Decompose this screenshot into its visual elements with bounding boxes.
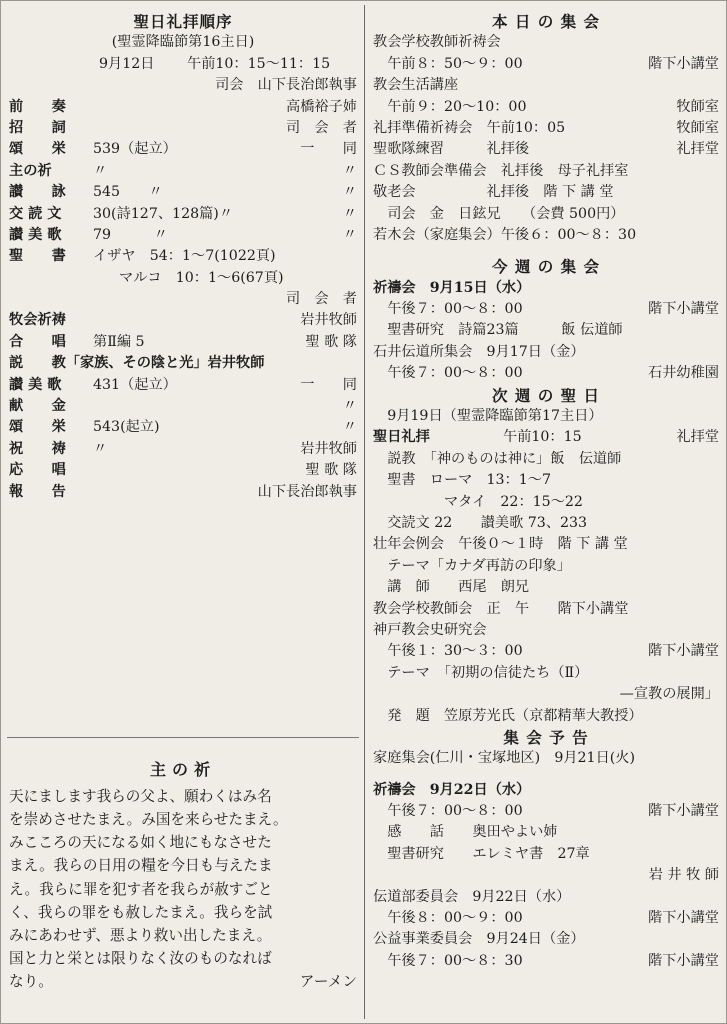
section-heading	[373, 727, 719, 748]
order-leader: 〃	[342, 419, 357, 436]
meeting-text: 午後７：00～８：00	[373, 301, 523, 318]
order-detail: 〃	[93, 440, 108, 457]
meeting-text: 教会学校教師会 正 午 階下小講堂	[373, 600, 629, 617]
meeting-text: テーマ「カナダ再訪の印象」	[373, 557, 571, 574]
order-row	[9, 161, 357, 182]
order-detail: 第Ⅱ編 5	[93, 333, 145, 350]
order-leader: 岩井牧師	[300, 312, 357, 329]
order-row	[9, 97, 357, 118]
order-row	[9, 268, 357, 289]
order-detail: 79 〃	[93, 226, 168, 243]
order-leader: 聖 歌 隊	[305, 462, 357, 479]
order-item: 合 唱	[9, 333, 66, 350]
order-row	[9, 289, 357, 310]
meeting-line	[373, 278, 719, 299]
prayer-line: みこころの天になる如く地にもなさせた	[9, 834, 272, 852]
meeting-text: 敬老会 礼拝後 階 下 講 堂	[373, 184, 614, 201]
meeting-text: 聖書 ローマ 13：1～7	[373, 472, 551, 489]
meeting-line	[373, 534, 719, 555]
meeting-place: 階下小講堂	[648, 952, 719, 969]
meeting-text: 教会学校教師祈祷会	[373, 34, 501, 51]
prayer-separator	[7, 737, 359, 738]
meeting-line	[373, 246, 719, 256]
meeting-line	[373, 182, 719, 203]
meeting-text: 感 話 奥田やよい姉	[373, 824, 558, 841]
meeting-line	[373, 118, 719, 139]
meeting-text: 午後７：00～８：30	[373, 952, 523, 969]
meeting-text: 祈禱会 9月15日（水）	[373, 279, 531, 296]
meeting-line	[373, 822, 719, 843]
prayer-last-line: なり。	[9, 973, 53, 991]
section-heading-text: 集 会 予 告	[503, 727, 589, 747]
meeting-place: 石井幼稚園	[648, 365, 719, 382]
order-leader: 〃	[342, 184, 357, 201]
lords-prayer	[9, 761, 357, 997]
meeting-place: 牧師室	[676, 98, 719, 115]
order-row	[9, 439, 357, 460]
meeting-place: 階下小講堂	[648, 301, 719, 318]
worship-title: 聖日礼拝順序	[133, 12, 233, 31]
worship-presider: 司会 山下長治郎執事	[215, 77, 357, 94]
order-leader: 聖 歌 隊	[305, 333, 357, 350]
column-divider	[364, 5, 365, 1019]
order-item: 聖 書	[9, 248, 66, 265]
order-row	[9, 225, 357, 246]
order-detail: 431（起立）	[93, 376, 177, 393]
meeting-text: 午後７：00～８：00	[373, 365, 523, 382]
order-item: 招 詞	[9, 119, 66, 136]
order-item: 牧会祈祷	[9, 312, 66, 329]
order-leader: 〃	[342, 162, 357, 179]
meeting-line	[373, 32, 719, 53]
prayer-amen: アーメン	[299, 973, 357, 991]
prayer-line: く、我らの罪をも赦したまえ。我らを試	[9, 903, 273, 921]
meeting-text: 司会 金 日鉉兄 （会費 500円）	[373, 205, 625, 222]
meeting-place: 階下小講堂	[648, 910, 719, 927]
order-row	[9, 246, 357, 267]
prayer-line: まえ。我らの日用の糧を今日も与えたま	[9, 857, 273, 875]
meeting-line	[373, 427, 719, 448]
meeting-line	[373, 801, 719, 822]
prayer-line: みにあわせず、悪より救い出したまえ。	[9, 927, 272, 944]
order-leader: 一 同	[300, 376, 357, 393]
meeting-line	[373, 706, 719, 727]
meeting-text: 祈禱会 9月22日（水）	[373, 781, 531, 798]
order-row	[9, 482, 357, 503]
order-leader: 〃	[342, 398, 357, 415]
order-leader: 〃	[342, 226, 357, 243]
meeting-line	[373, 556, 719, 577]
meeting-place: 礼拝堂	[676, 141, 719, 158]
order-item: 讃 美 歌	[9, 376, 62, 393]
order-item: 讃 詠	[9, 184, 66, 201]
order-detail: 543(起立)	[93, 419, 160, 436]
order-item: 前 奏	[9, 98, 66, 115]
meeting-line	[373, 865, 719, 886]
meeting-time: 午前10：15	[503, 429, 582, 446]
worship-subtitle: (聖霊降臨節第16主日)	[111, 34, 255, 51]
meeting-text: 交読文 22 讃美歌 73、233	[373, 514, 588, 531]
order-leader: 司 会 者	[286, 291, 357, 308]
meeting-line	[373, 204, 719, 225]
meeting-line	[373, 620, 719, 641]
meeting-text: 9月19日（聖霊降臨節第17主日）	[373, 408, 603, 425]
order-row	[9, 396, 357, 417]
meeting-place: 階下小講堂	[648, 55, 719, 72]
meeting-line	[373, 577, 719, 598]
meeting-line	[373, 513, 719, 534]
meeting-text: 聖日礼拝	[373, 429, 430, 446]
meeting-line	[373, 320, 719, 341]
meeting-line	[373, 908, 719, 929]
order-leader: 岩井牧師	[300, 440, 357, 457]
section-heading-text: 次 週 の 聖 日	[491, 385, 601, 405]
meeting-line	[373, 139, 719, 160]
order-item: 説 教「家族、その陰と光」岩井牧師	[9, 355, 265, 372]
prayer-line: を崇めさせたまえ。み国を来らせたまえ。	[9, 811, 288, 829]
meetings-column	[373, 11, 719, 972]
meeting-text: マタイ 22：15～22	[373, 493, 583, 510]
order-item: 頌 栄	[9, 141, 66, 158]
prayer-line: 国と力と栄とは限りなく汝のものなれば	[9, 950, 272, 968]
meeting-place: 牧師室	[676, 119, 719, 136]
meeting-line	[373, 684, 719, 705]
order-row	[9, 353, 357, 374]
meeting-line	[373, 54, 719, 75]
order-leader: 〃	[342, 205, 357, 222]
meeting-text: 聖書研究 詩篇23篇 飯 伝道師	[373, 322, 623, 339]
meeting-text: 講 師 西尾 朗兄	[373, 579, 530, 596]
order-row	[9, 182, 357, 203]
meeting-line	[373, 492, 719, 513]
meeting-line	[373, 225, 719, 246]
meeting-text: 神戸教会史研究会	[373, 621, 487, 638]
order-leader: 司 会 者	[286, 119, 357, 136]
prayer-line: 天にまします我らの父よ、願わくはみ名	[9, 787, 272, 805]
meeting-line	[373, 406, 719, 427]
meeting-text: 家庭集会(仁川・宝塚地区) 9月21日(火)	[373, 750, 636, 767]
meeting-line	[373, 75, 719, 96]
meeting-text: 午前８：50～９：00	[373, 55, 523, 72]
meeting-text: テーマ 「初期の信徒たち（Ⅱ）	[373, 664, 589, 681]
meeting-line	[373, 641, 719, 662]
meeting-text: 礼拝準備祈祷会 午前10：05	[373, 119, 566, 136]
order-leader: 山下長治郎執事	[257, 483, 357, 500]
order-item: 献 金	[9, 398, 66, 415]
order-row	[9, 417, 357, 438]
meeting-text: 教会生活講座	[373, 77, 459, 94]
meeting-text: 午後８：00～９：00	[373, 910, 523, 927]
meeting-line	[373, 161, 719, 182]
section-heading	[373, 256, 719, 277]
meeting-text: 午後７：00～８：00	[373, 803, 523, 820]
order-detail: マルコ 10：1～6(67頁)	[119, 269, 284, 286]
order-row	[9, 375, 357, 396]
meeting-line	[373, 951, 719, 972]
order-item: 讃 美 歌	[9, 226, 62, 243]
worship-order-column	[9, 11, 357, 503]
meeting-text: 説教 「神のものは神に」飯 伝道師	[373, 450, 622, 467]
meeting-text: 午前９：20～10：00	[373, 98, 527, 115]
meeting-line	[373, 929, 719, 950]
meeting-line	[373, 887, 719, 908]
meeting-line	[373, 663, 719, 684]
meeting-text: 壮年会例会 午後０～１時 階 下 講 堂	[373, 536, 628, 553]
order-item: 主の祈	[9, 162, 52, 179]
order-item: 応 唱	[9, 462, 66, 479]
worship-date: 9月12日	[99, 55, 155, 72]
order-item: 頌 栄	[9, 419, 66, 436]
worship-time: 午前10：15～11：15	[187, 55, 331, 72]
order-row	[9, 118, 357, 139]
order-list	[9, 97, 357, 503]
meeting-place: —宣教の展開」	[619, 686, 719, 703]
order-row	[9, 204, 357, 225]
order-detail: 〃	[93, 162, 108, 179]
order-detail: イザヤ 54：1～7(1022頁)	[93, 248, 276, 265]
order-detail: 539（起立）	[93, 141, 177, 158]
meeting-text: 発 題 笠原芳光氏（京都精華大教授）	[373, 707, 643, 724]
section-heading-text: 本 日 の 集 会	[491, 12, 601, 31]
order-leader: 高橋裕子姉	[286, 98, 357, 115]
meeting-line	[373, 449, 719, 470]
meeting-text: 石井伝道所集会 9月17日（金）	[373, 343, 585, 360]
order-row	[9, 332, 357, 353]
prayer-lines	[9, 788, 357, 974]
order-item: 交 読 文	[9, 205, 62, 222]
order-leader: 一 同	[300, 141, 357, 158]
meeting-text: 若木会（家庭集会）午後６：00～８：30	[373, 226, 637, 243]
meeting-text: 聖書研究 エレミヤ書 27章	[373, 845, 590, 862]
order-row	[9, 460, 357, 481]
order-item: 祝 祷	[9, 440, 66, 457]
order-row	[9, 310, 357, 331]
meeting-place: 礼拝堂	[676, 429, 719, 446]
order-detail: 30(詩127、128篇)〃	[93, 205, 234, 222]
meeting-line	[373, 363, 719, 384]
meeting-line	[373, 97, 719, 118]
section-heading	[373, 385, 719, 406]
section-heading	[373, 11, 719, 32]
meeting-line	[373, 470, 719, 491]
meeting-text: ＣＳ教師会準備会 礼拝後 母子礼拝室	[373, 162, 629, 179]
meeting-line	[373, 342, 719, 363]
order-detail: 545 〃	[93, 184, 163, 201]
meeting-line	[373, 599, 719, 620]
prayer-line: え。我らに罪を犯す者を我らが赦すごと	[9, 880, 273, 898]
meeting-line	[373, 844, 719, 865]
section-heading-text: 今 週 の 集 会	[491, 257, 601, 277]
order-row	[9, 139, 357, 160]
prayer-title: 主の祈	[149, 760, 216, 779]
meeting-text: 聖歌隊練習 礼拝後	[373, 141, 530, 158]
meeting-line	[373, 780, 719, 801]
meeting-place: 岩 井 牧 師	[648, 867, 719, 884]
meeting-line	[373, 299, 719, 320]
meeting-line	[373, 770, 719, 780]
meeting-text: 午後１：30～３：00	[373, 643, 523, 660]
meeting-place: 階下小講堂	[648, 643, 719, 660]
meeting-line	[373, 748, 719, 769]
meeting-text: 伝道部委員会 9月22日（水）	[373, 888, 571, 905]
meeting-place: 階下小講堂	[648, 803, 719, 820]
order-item: 報 告	[9, 483, 66, 500]
meeting-text: 公益事業委員会 9月24日（金）	[373, 931, 585, 948]
